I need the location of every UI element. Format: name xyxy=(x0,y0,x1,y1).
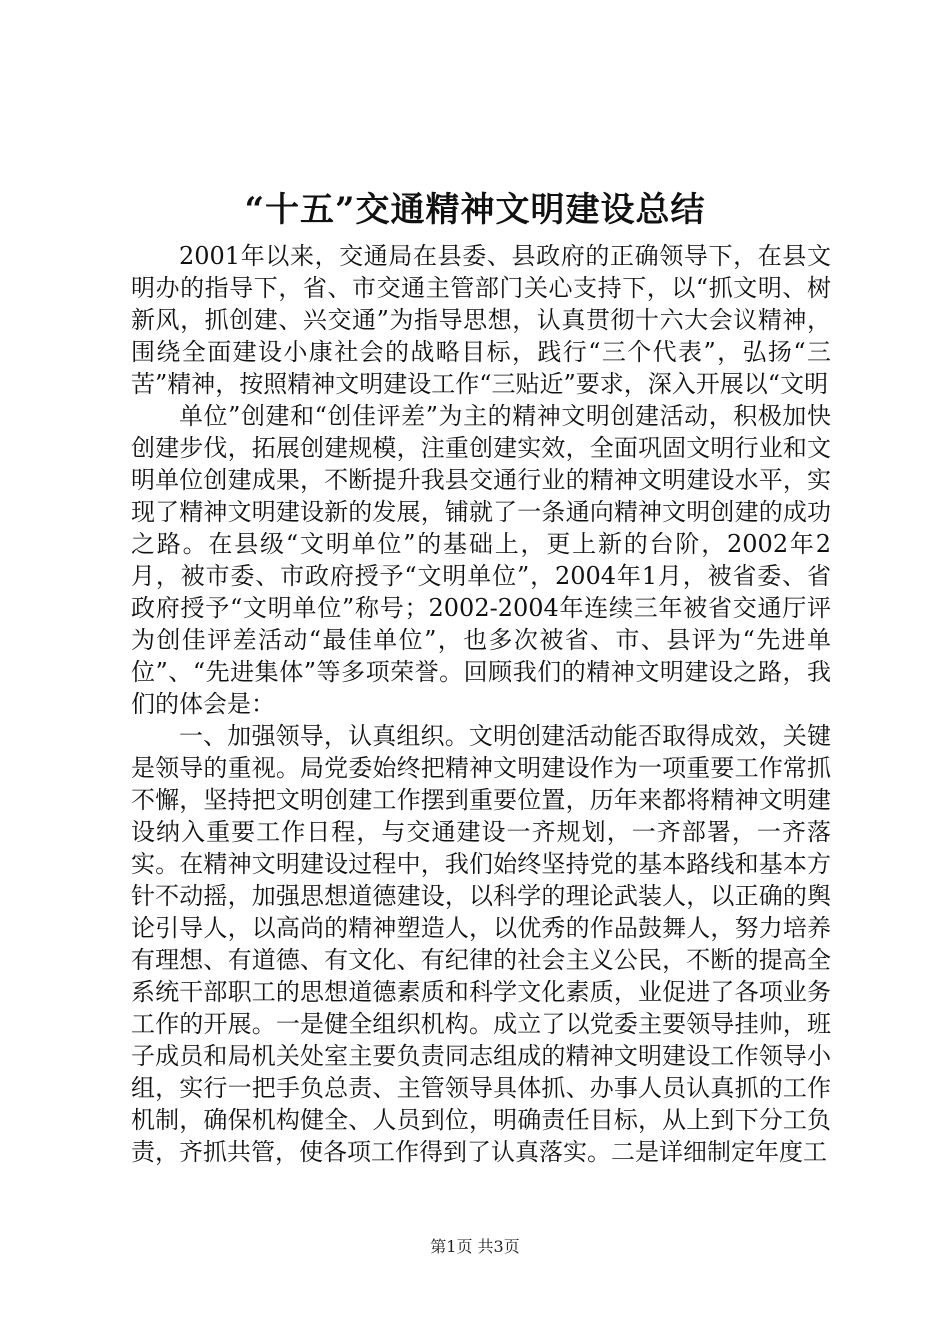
page-footer: 第1页 共3页 xyxy=(430,1237,520,1256)
paragraph-intro: 2001年以来，交通局在县委、县政府的正确领导下，在县文明办的指导下，省、市交通主管部门关心支持下，以“抓文明、树新风，抓创建、兴交通”为指导思想，认真贯彻十六大会议精神，围绕全面建设小康社会的战略目标，践行“三个代表”，弘扬“三苦”精神，按照精神文明建设工作“三贴近”要求，深入开展以“文明 xyxy=(131,242,831,398)
paragraph-achievements: 单位”创建和“创佳评差”为主的精神文明创建活动，积极加快创建步伐，拓展创建规模，注重创建实效，全面巩固文明行业和文明单位创建成果，不断提升我县交通行业的精神文明建设水平，实现了精神文明建设新的发展，铺就了一条通向精神文明创建的成功之路。在县级“文明单位”的基础上，更上新的台阶，2002年2月，被市委、市政府授予“文明单位”，2004年1月，被省委、省政府授予“文明单位”称号；2002-2004年连续三年被省交通厅评为创佳评差活动“最佳单位”，也多次被省、市、县评为“先进单位”、“先进集体”等多项荣誉。回顾我们的精神文明建设之路，我们的体会是： xyxy=(131,402,831,718)
document-body xyxy=(131,240,831,1168)
paragraph-leadership: 一、加强领导，认真组织。文明创建活动能否取得成效，关键是领导的重视。局党委始终把精神文明建设作为一项重要工作常抓不懈，坚持把文明创建工作摆到重要位置，历年来都将精神文明建设纳入重要工作日程，与交通建设一齐规划，一齐部署，一齐落实。在精神文明建设过程中，我们始终坚持党的基本路线和基本方针不动摇，加强思想道德建设，以科学的理论武装人，以正确的舆论引导人，以高尚的精神塑造人，以优秀的作品鼓舞人，努力培养有理想、有道德、有文化、有纪律的社会主义公民，不断的提高全系统干部职工的思想道德素质和科学文化素质，业促进了各项业务工作的开展。一是健全组织机构。成立了以党委主要领导挂帅，班子成员和局机关处室主要负责同志组成的精神文明建设工作领导小组，实行一把手负总责、主管领导具体抓、办事人员认真抓的工作机制，确保机构健全、人员到位，明确责任目标，从上到下分工负责，齐抓共管，使各项工作得到了认真落实。二是详细制定年度工 xyxy=(131,722,831,1166)
document-title: “十五”交通精神文明建设总结 xyxy=(244,190,706,230)
